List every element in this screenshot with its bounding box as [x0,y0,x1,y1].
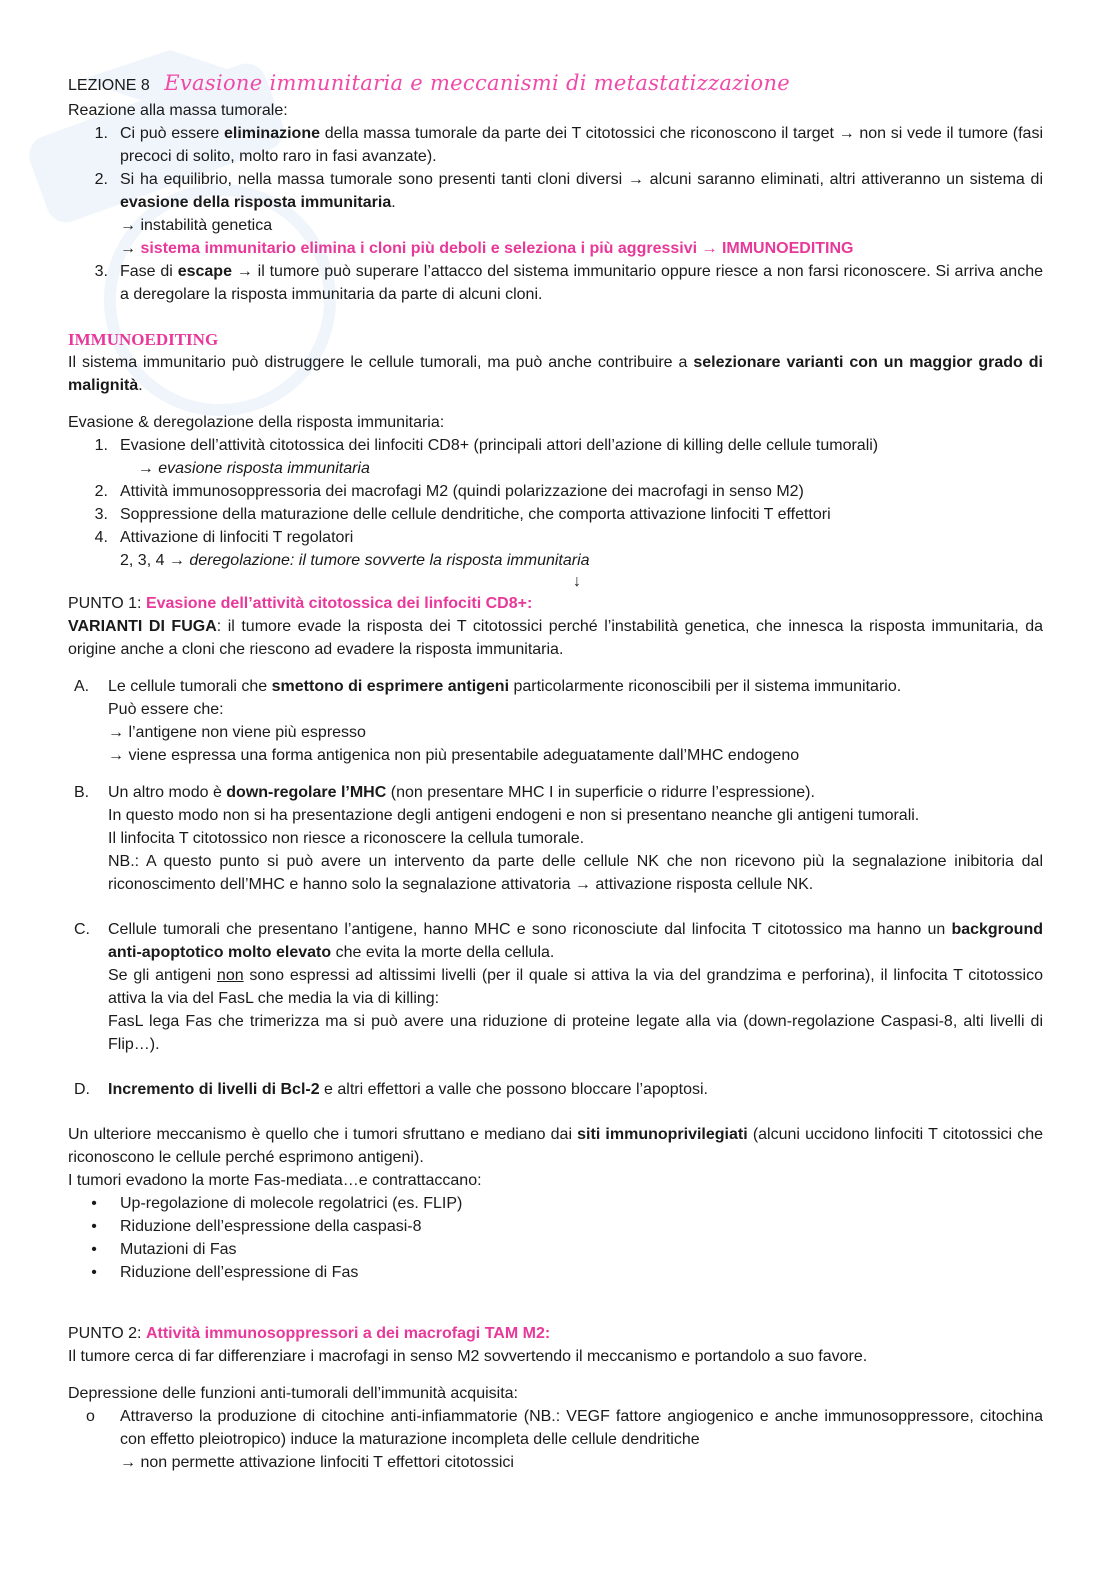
punto2-intro: Il tumore cerca di far differenziare i macrofagi in senso M2 sovvertendo il meccanismo e portandolo a suo favore. [68,1348,868,1365]
evasion-item-4: 4. Attivazione di linfociti T regolatori [94,529,354,546]
punto1-item-d: D. Incremento di livelli di Bcl-2 e altri effettori a valle che possono bloccare l’apoptosi. [74,1081,708,1098]
lesson-title: Evasione immunitaria e meccanismi di metastatizzazione [164,71,791,95]
punto1-item-b: B. Un altro modo è down-regolare l’MHC (non presentare MHC I in superficie o ridurre l’espressione). In questo modo non si ha presentazione degli antigeni endogeni e non si presentano neanche gli antigeni tumorali. Il linfocita T citotossico non riesce a riconoscere la cellula tumorale. NB.: A questo punto si può avere un intervento da parte delle cellule NK che non ricevono più la segnalazione inibitoria dal riconoscimento dell’MHC e hanno solo la segnalazione attivatoria → attivazione risposta cellule NK. [74,784,1043,893]
evasion-item-3: 3. Soppressione della maturazione delle cellule dendritiche, che comporta attivazione linfociti T effettori [94,506,831,523]
evasion-item-1-sub: → evasione risposta immunitaria [120,460,370,477]
immunoediting-heading: IMMUNOEDITING [68,330,219,349]
intro-item-1: 1. Ci può essere eliminazione della massa tumorale da parte dei T citotossici che riconoscono il target → non si vede il tumore (fasi precoci di solito, molto raro in fasi avanzate). [94,125,1043,165]
punto1-item-a: A. Le cellule tumorali che smettono di esprimere antigeni particolarmente riconoscibili per il sistema immunitario. Può essere che: → l’antigene non viene più espresso → viene espressa una forma antigenica non più presentabile adeguatamente dall’MHC endogeno [74,678,902,764]
document-content [68,70,1043,1474]
evasion-item-1: 1. Evasione dell’attività citotossica dei linfociti CD8+ (principali attori dell’azione di killing delle cellule tumorali) [94,437,879,454]
punto1-further: Un ulteriore meccanismo è quello che i tumori sfruttano e mediano dai siti immunoprivilegiati (alcuni uccidono linfociti T citotossici che riconoscono le cellule perché esprimono antigeni). [68,1126,1043,1166]
evasion-item-2: 2. Attività immunosoppressoria dei macrofagi M2 (quindi polarizzazione dei macrofagi in senso M2) [94,483,804,500]
down-arrow-icon: ↓ [573,573,581,590]
intro-item-3: 3. Fase di escape → il tumore può superare l’attacco del sistema immunitario oppure riesce a non farsi riconoscere. Si arriva anche a deregolare la risposta immunitaria da parte di alcuni cloni. [94,263,1043,303]
evasion-heading: Evasione & deregolazione della risposta immunitaria: [68,414,445,431]
punto1-item-c: C. Cellule tumorali che presentano l’antigene, hanno MHC e sono riconosciute dal linfocita T citotossico ma hanno un background anti-apoptotico molto elevato che evita la morte della cellula. Se gli antigeni non sono espressi ad altissimi livelli (per il quale si attiva la via del grandzima e perforina), il linfocita T citotossico attiva la via del FasL che media la via di killing: FasL lega Fas che trimerizza ma si può avere una riduzione di proteine legate alla via (down-regolazione Caspasi-8, alti livelli di Flip…). [74,921,1044,1053]
punto1-intro: VARIANTI DI FUGA: il tumore evade la risposta dei T citotossici perché l’instabilità genetica, che innesca la risposta immunitaria, da origine anche a cloni che riescono ad evadere la risposta immunitaria. [68,618,1043,658]
intro-heading: Reazione alla massa tumorale: [68,102,288,119]
intro-item-2: 2. Si ha equilibrio, nella massa tumorale sono presenti tanti cloni diversi → alcuni saranno eliminati, altri attiveranno un sistema di evasione della risposta immunitaria. [94,171,1043,211]
fas-bullet-1: • Up-regolazione di molecole regolatrici (es. FLIP) [91,1195,463,1212]
fas-bullet-4: • Riduzione dell’espressione di Fas [91,1264,359,1281]
lesson-header [68,70,1043,99]
punto2-depression: Depressione delle funzioni anti-tumorali dell’immunità acquisita: [68,1385,518,1402]
punto1-heading: PUNTO 1: Evasione dell’attività citotossica dei linfociti CD8+: [68,595,533,612]
punto1-fas-intro: I tumori evadono la morte Fas-mediata…e contrattaccano: [68,1172,482,1189]
punto2-heading: PUNTO 2: Attività immunosoppressori a dei macrofagi TAM M2: [68,1325,551,1342]
fas-bullet-2: • Riduzione dell’espressione della caspasi-8 [91,1218,422,1235]
evasion-summary: 2, 3, 4 → deregolazione: il tumore sovverte la risposta immunitaria [120,552,590,569]
intro-item-2-sub2: → sistema immunitario elimina i cloni più deboli e seleziona i più aggressivi → IMMUNOEDITING [120,240,854,257]
fas-bullet-3: • Mutazioni di Fas [91,1241,237,1258]
punto2-item: o Attraverso la produzione di citochine anti-infiammatorie (NB.: VEGF fattore angiogenico e anche immunosoppressore, citochina con effetto pleiotropico) induce la maturazione incompleta delle cellule dendritiche → non permette attivazione linfociti T effettori citotossici [86,1408,1043,1471]
immunoediting-text: Il sistema immunitario può distruggere le cellule tumorali, ma può anche contribuire a selezionare varianti con un maggior grado di malignità. [68,354,1044,394]
intro-item-2-sub1: → instabilità genetica [120,217,273,234]
lesson-label: LEZIONE 8 [68,77,150,94]
